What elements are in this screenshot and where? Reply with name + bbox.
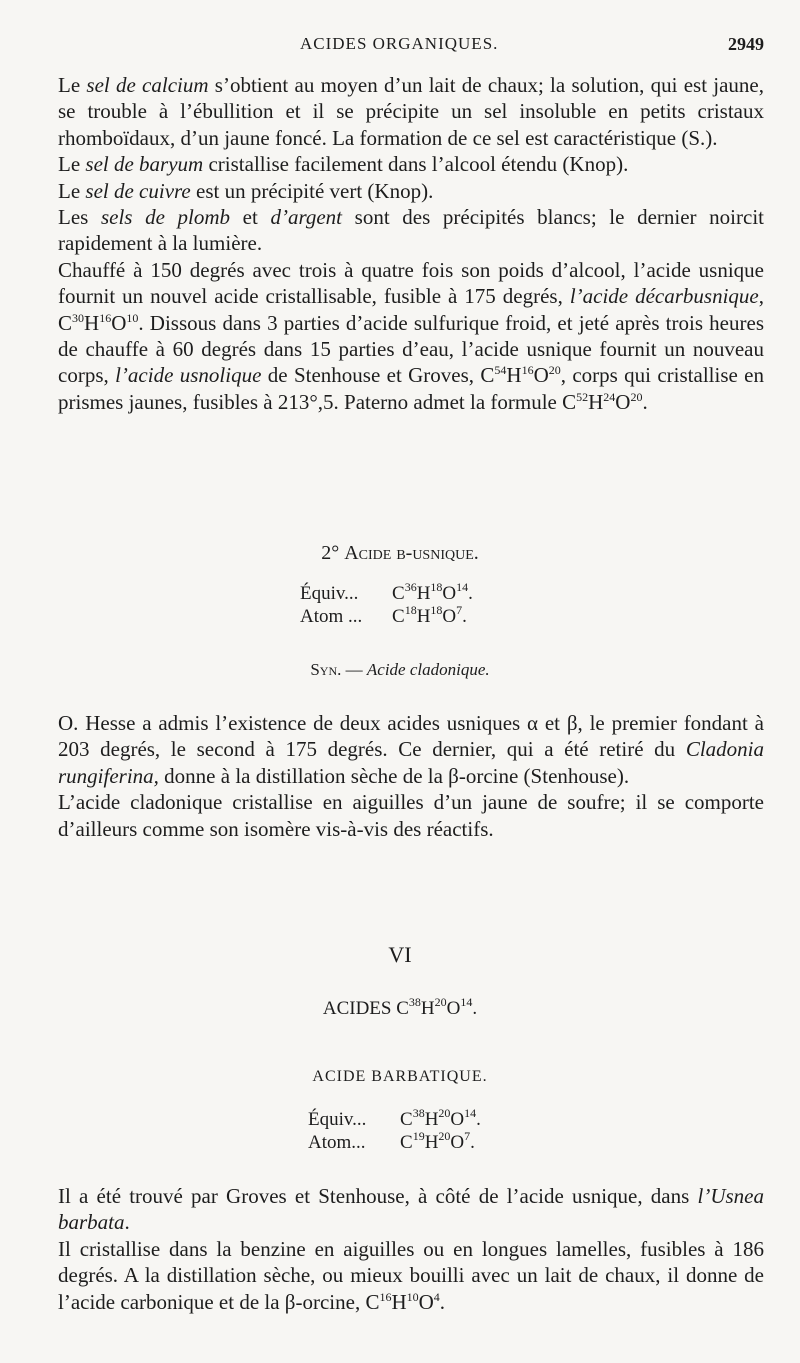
paragraph-hesse: O. Hesse a admis l’existence de deux acides usniques α et β, le premier fondant à 203 degrés, le second à 175 degrés. Ce dernier, qui a été retiré du Cladonia rungiferina, donne à la distillation sèche de la β-orcine (Stenhouse). — [58, 711, 764, 788]
paragraph-benzine: Il cristallise dans la benzine en aiguilles ou en longues lamelles, fusibles à 186 degrés. A la distillation sèche, ou mieux bouilli avec un lait de chaux, il donne de l’acide carbonique et de la β-orcine, $C^{16}H^{10}O^4$. — [58, 1236, 764, 1314]
paragraph-groves: Il a été trouvé par Groves et Stenhouse, à côté de l’acide usnique, dans l’Usnea barbata. — [58, 1184, 764, 1235]
text-block-middle — [58, 710, 764, 842]
paragraph-heating: Chauffé à 150 degrés avec trois à quatre fois son poids d’alcool, l’acide usnique fournit un nouvel acide cristallisable, fusible à 175 degrés, l’acide décarbusnique, $C^{30}H^{16}O^{10}$. Dissous dans 3 parties d’acide sulfurique froid, et jeté après trois heures de chauffe à 60 degrés dans 15 parties d’eau, l’acide usnique fournit un nouveau corps, l’acide usnolique de Stenhouse et Groves, $C^{54}H^{16}O^{20}$, corps qui cristallise en prismes jaunes, fusibles à 213°,5. Paterno admet la formule $C^{52}H^{24}O^{20}$. — [58, 257, 764, 414]
formula-barbatic — [308, 1108, 481, 1154]
text-block-top — [58, 72, 764, 415]
synonym-line: Syn. — Acide cladonique. — [310, 660, 490, 679]
paragraph-lead-silver-salts: Les sels de plomb et d’argent sont des précipités blancs; le dernier noircit rapidement à la lumière. — [58, 205, 764, 256]
equiv-row: Équiv... $C^{36}H^{18}O^{14}$. — [300, 580, 473, 604]
atom-row-barbatic: Atom... $C^{19}H^{20}O^7$. — [308, 1129, 475, 1153]
paragraph-copper-salt: Le sel de cuivre est un précipité vert (Knop). — [58, 178, 434, 203]
running-title: ACIDES ORGANIQUES. — [300, 34, 499, 53]
paragraph-cladonic: L’acide cladonique cristallise en aiguilles d’un jaune de soufre; il se comporte d’ailleurs comme son isomère vis-à-vis des réactifs. — [58, 790, 764, 841]
section-title-beta-usnic: 2° Acide β-usnique. — [321, 542, 479, 564]
page-number: 2949 — [728, 34, 764, 54]
atom-row: Atom ... $C^{18}H^{18}O^7$. — [300, 603, 467, 627]
section-title-acids: ACIDES $C^{38}H^{20}O^{14}$. — [322, 995, 478, 1019]
equiv-row-barbatic: Équiv... $C^{38}H^{20}O^{14}$. — [308, 1106, 481, 1130]
subsection-barbatic: ACIDE BARBATIQUE. — [312, 1068, 488, 1085]
page-header — [0, 34, 800, 62]
text-block-bottom — [58, 1183, 764, 1315]
paragraph-barium-salt: Le sel de baryum cristallise facilement dans l’alcool étendu (Knop). — [58, 152, 629, 177]
formula-beta-usnic — [300, 582, 473, 628]
paragraph-calcium-salt: Le sel de calcium s’obtient au moyen d’un lait de chaux; la solution, qui est jaune, se trouble à l’ébullition et il se précipite un sel insoluble en petits cristaux rhomboïdaux, d’un jaune foncé. La formation de ce sel est caractéristique (S.). — [58, 73, 765, 150]
section-numeral: VI — [388, 942, 412, 967]
